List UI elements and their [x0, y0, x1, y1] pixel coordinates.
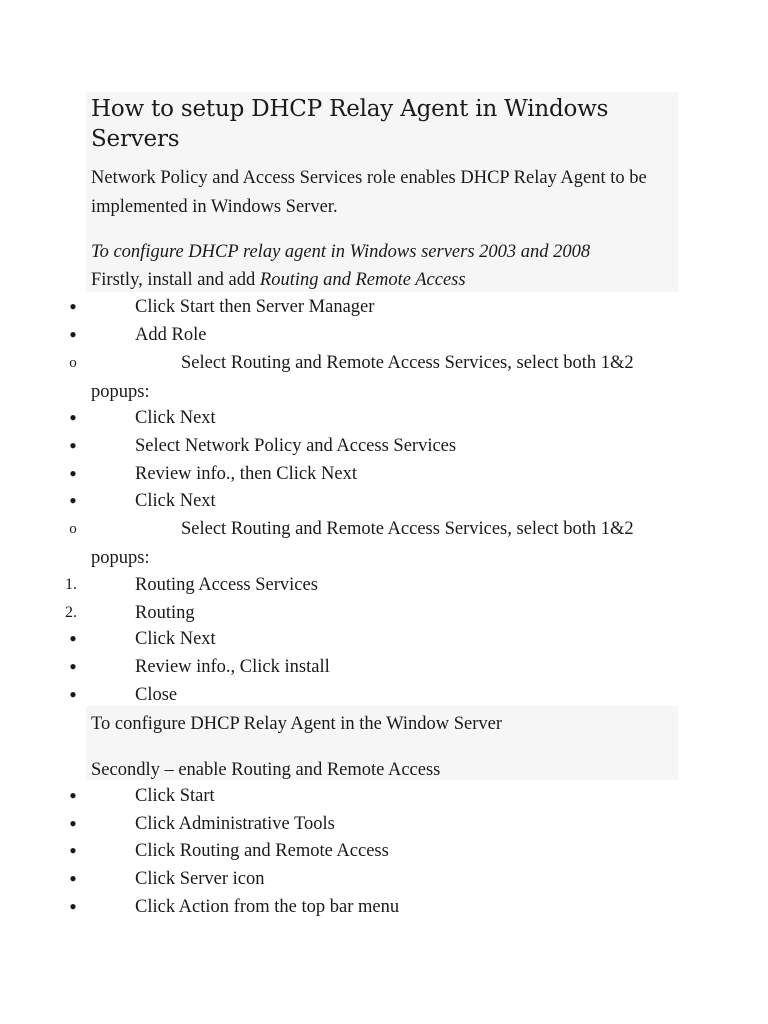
list-item — [0, 545, 768, 571]
list-item — [0, 516, 768, 542]
list-item-label: Click Administrative Tools — [135, 814, 335, 834]
bullet-icon: • — [69, 626, 77, 651]
list-item — [0, 572, 768, 598]
circle-bullet-icon: o — [69, 521, 77, 537]
list-item-label: Select Routing and Remote Access Services, select both 1&2 — [181, 353, 634, 373]
list-item-label: Click Next — [135, 491, 216, 511]
list-item-label: Click Next — [135, 408, 216, 428]
list-number: 2. — [65, 604, 77, 621]
list-item — [0, 783, 768, 809]
list-item-label: Click Action from the top bar menu — [135, 897, 400, 917]
list-item — [0, 600, 768, 626]
list-item-label: popups: — [91, 382, 150, 402]
list-item — [0, 294, 768, 320]
bullet-icon: • — [69, 488, 77, 513]
list-item-label: Close — [135, 685, 178, 705]
list-item — [0, 811, 768, 837]
firstly-prefix: Firstly, install and add — [91, 270, 260, 290]
bullet-icon: • — [69, 783, 77, 808]
list-item-label: Click Start then Server Manager — [135, 297, 375, 317]
list-item-label: Select Routing and Remote Access Services, select both 1&2 — [181, 519, 634, 539]
bullet-icon: • — [69, 405, 77, 430]
list-item — [0, 322, 768, 348]
list-item — [0, 461, 768, 487]
secondly-line: Secondly – enable Routing and Remote Access — [91, 760, 441, 780]
list-item — [0, 866, 768, 892]
list-item-label: Review info., then Click Next — [135, 464, 357, 484]
bullet-icon: • — [69, 894, 77, 919]
list-item — [0, 838, 768, 864]
firstly-italic: Routing and Remote Access — [259, 270, 466, 290]
bullet-icon: • — [69, 682, 77, 707]
bullet-icon: • — [69, 294, 77, 319]
intro-line-1: Network Policy and Access Services role enables DHCP Relay Agent to be — [91, 168, 647, 188]
section-heading-2: To configure DHCP Relay Agent in the Window Server — [91, 714, 503, 734]
list-item-label: Routing Access Services — [135, 575, 318, 595]
list-item — [0, 654, 768, 680]
list-item — [0, 350, 768, 376]
bullet-icon: • — [69, 433, 77, 458]
bullet-icon: • — [69, 322, 77, 347]
bullet-icon: • — [69, 866, 77, 891]
list-number: 1. — [65, 576, 77, 593]
list-item-label: Select Network Policy and Access Services — [135, 436, 457, 456]
list-item-label: Click Server icon — [135, 869, 265, 889]
bullet-icon: • — [69, 654, 77, 679]
page-title: How to setup DHCP Relay Agent in Windows Servers — [91, 96, 609, 152]
intro-line-2: implemented in Windows Server. — [91, 197, 338, 217]
firstly-line — [91, 268, 466, 292]
list-item — [0, 626, 768, 652]
circle-bullet-icon: o — [69, 355, 77, 371]
list-item-label: Click Next — [135, 629, 216, 649]
bullet-icon: • — [69, 461, 77, 486]
list-item-label: Click Routing and Remote Access — [135, 841, 389, 861]
list-item — [0, 488, 768, 514]
list-item — [0, 379, 768, 405]
list-item-label: Click Start — [135, 786, 215, 806]
list-item-label: Review info., Click install — [135, 657, 330, 677]
list-item-label: Routing — [135, 603, 195, 623]
list-item — [0, 894, 768, 920]
bullet-icon: • — [69, 838, 77, 863]
bullet-icon: • — [69, 811, 77, 836]
list-item — [0, 682, 768, 708]
configure-heading: To configure DHCP relay agent in Windows servers 2003 and 2008 — [91, 242, 591, 262]
list-item — [0, 405, 768, 431]
list-item-label: Add Role — [135, 325, 207, 345]
list-item-label: popups: — [91, 548, 150, 568]
list-item — [0, 433, 768, 459]
